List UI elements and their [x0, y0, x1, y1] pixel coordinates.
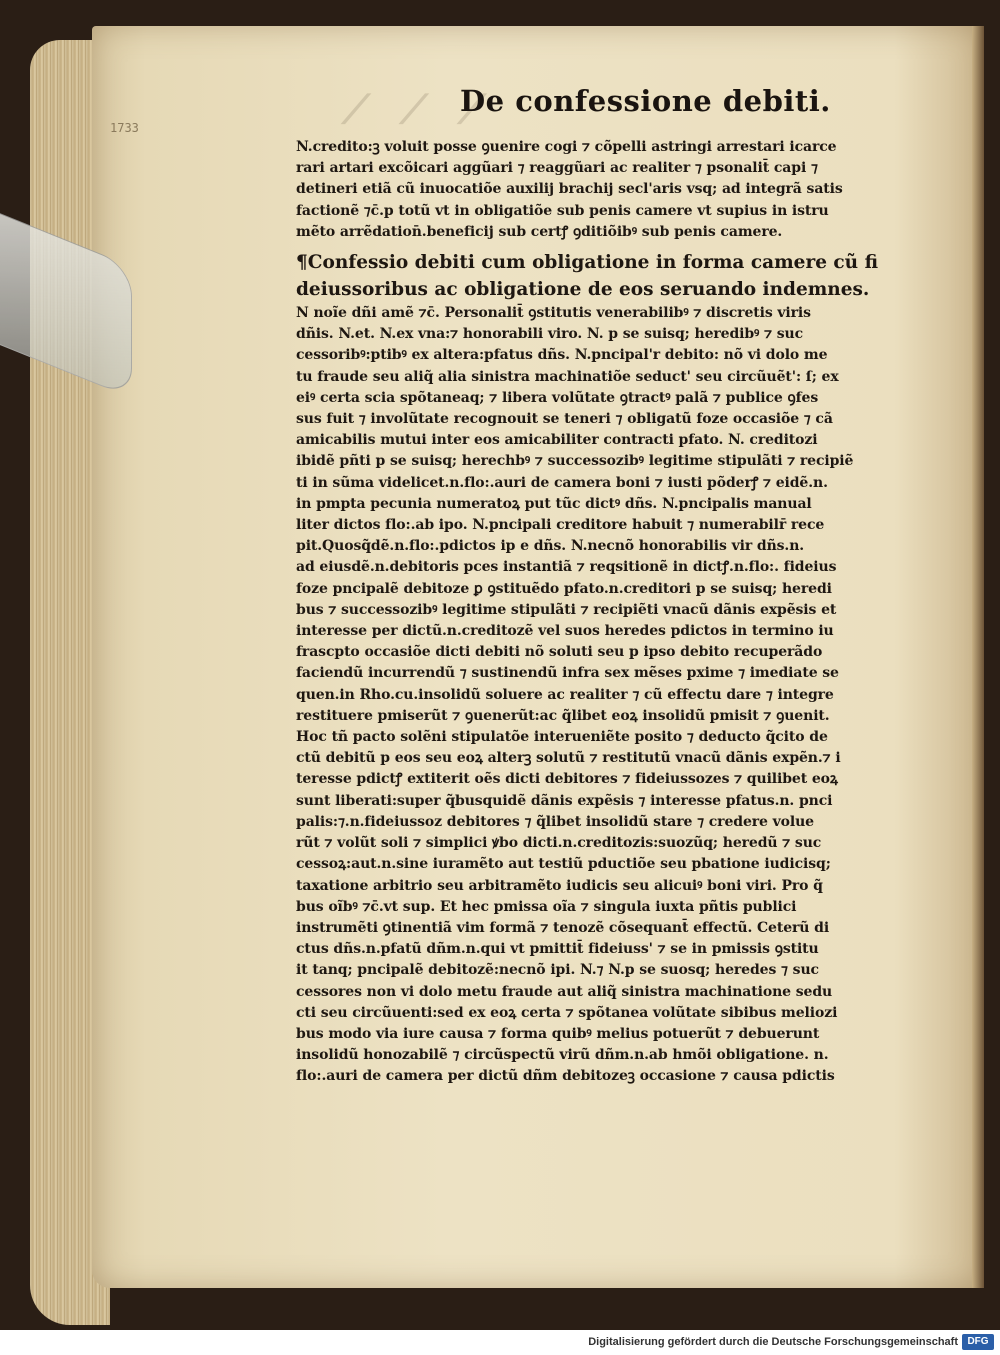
text-line: bus ⁊ successozibꝰ legitime stipulãti ⁊ recipiẽti vnacũ dãnis expẽsis et	[296, 601, 837, 618]
text-line: faciendũ incurrendũ ⁊ sustinendũ infra sex mẽses pxime ⁊ imediate se	[296, 665, 839, 682]
funding-credit: Digitalisierung gefördert durch die Deutsche Forschungsgemeinschaft	[588, 1336, 958, 1348]
text-line: Hoc tñ pacto solẽni stipulatõe interueniẽte posito ⁊ deducto q̃cito de	[296, 729, 828, 746]
main-text	[296, 137, 880, 1088]
text-line: frascpto occasiõe dicti debiti nõ soluti seu p ipso debito recuperãdo	[296, 644, 823, 661]
text-line: interesse per dictũ.n.creditozẽ vel suos heredes pdictos in termino iu	[296, 623, 834, 640]
text-line: dñis. N.et. N.ex vna:⁊ honorabili viro. N. p se suisq; heredibꝰ ⁊ suc	[296, 326, 804, 343]
text-line: taxatione arbitrio seu arbitramẽto iudicis seu alicuiꝰ boni viri. Pro q̃	[296, 877, 823, 894]
page-title: De confessione debiti.	[460, 84, 831, 118]
text-line: liter dictos flo:.ab ipo. N.pncipali creditore habuit ⁊ numerabilr̄ rece	[296, 517, 825, 534]
text-line: tu fraude seu aliq̃ alia sinistra machinatiõe seduct' seu circũuẽt': ſ; ex	[296, 368, 839, 385]
text-line: amicabilis mutui inter eos amicabiliter contracti pfato. N. creditozi	[296, 432, 818, 449]
text-line: cessoribꝰ:ptibꝰ ex altera:pfatus dñs. N.pncipal'r debito: nõ vi dolo me	[296, 347, 828, 364]
dfg-logo-icon: DFG	[962, 1334, 994, 1350]
text-line: foze pncipalẽ debitoze ꝑ ꝯstituẽdo pfato.n.creditori p se suisq; heredi	[296, 580, 832, 597]
text-line: bus oĩbꝰ ⁊c̄.vt sup. Et hec pmissa oĩa ⁊ singula iuxta pñtis publici	[296, 898, 797, 915]
text-line: sunt liberati:super q̃busquidẽ dãnis expẽsis ⁊ interesse pfatus.n. pnci	[296, 792, 833, 809]
text-line: factionẽ ⁊c̄.p totũ vt in obligatiõe sub penis camere vt supius in istru	[296, 202, 829, 219]
text-line: quen.in Rho.cu.insolidũ soluere ac realiter ⁊ cũ effectu dare ⁊ integre	[296, 686, 834, 703]
page-gutter	[972, 26, 984, 1288]
text-line: mẽto arrẽdation̄.beneficij sub certꝭ ꝯditiõibꝰ sub penis camere.	[296, 223, 783, 240]
text-line: restituere pmiserũt ⁊ ꝯuenerũt:ac q̃libet eoꝝ insolidũ pmisit ⁊ ꝯuenit.	[296, 707, 830, 724]
text-line: eiꝰ certa scia spõtaneaq; ⁊ libera volũtate ꝯtractꝰ palã ⁊ publice ꝯfes	[296, 389, 819, 406]
text-line: ad eiusdẽ.n.debitoris pces instantiã ⁊ reqsitionẽ in dictꝭ.n.flo:. fideius	[296, 559, 837, 576]
text-line: detineri etiã cũ inuocatiõe auxilij brachij secl'aris vsq; ad integrã satis	[296, 181, 843, 198]
section-heading-line: ¶Confessio debiti cum obligatione in forma camere cũ fi	[296, 252, 879, 274]
text-line: teresse pdictꝭ extiterit oẽs dicti debitores ⁊ fideiussozes ⁊ quilibet eoꝝ	[296, 771, 838, 788]
text-line: cessoꝝ:aut.n.sine iuramẽto aut testiũ pductiõe seu pbatione iudicisq;	[296, 856, 831, 873]
text-line: insolidũ honozabilẽ ⁊ circũspectũ virũ dñm.n.ab hmõi obligatione. n.	[296, 1047, 829, 1064]
text-line: pit.Quosq̃dẽ.n.flo:.pdictos ip e dñs. N.necnõ honorabilis vir dñs.n.	[296, 538, 805, 555]
text-line: N.credito:ꝫ voluit posse ꝯuenire cogi ⁊ cõpelli astringi arrestari icarce	[296, 139, 837, 155]
text-line: it tanq; pncipalẽ debitozẽ:necnõ ipi. N.⁊ N.p se suosq; heredes ⁊ suc	[296, 962, 819, 979]
footer-bar	[0, 1330, 1000, 1355]
text-line: instrumẽti ꝯtinentiã vim formã ⁊ tenozẽ cõsequant̄ effectũ. Ceterũ di	[296, 919, 830, 936]
text-line: palis:⁊.n.fideiussoz debitores ⁊ q̃libet insolidũ stare ⁊ credere volue	[296, 813, 814, 830]
margin-note: 1733	[110, 121, 139, 135]
text-line: N noĩe dñi amẽ ⁊c̄. Personalit̄ ꝯstitutis venerabilibꝰ ⁊ discretis viris	[296, 305, 811, 322]
text-line: bus modo via iure causa ⁊ forma quibꝰ melius potuerũt ⁊ debuerunt	[296, 1025, 820, 1042]
text-line: ctũ debitũ p eos seu eoꝝ alterꝫ solutũ ⁊ restitutũ vnacũ dãnis expẽn.⁊ i	[296, 750, 841, 767]
text-line: ibidẽ pñti p se suisq; herechbꝰ ⁊ successozibꝰ legitime stipulãti ⁊ recipiẽ	[296, 453, 854, 470]
bleed-through-shadow: ⟋ ⟋ ⟋	[342, 86, 494, 133]
text-line: sus fuit ⁊ involũtate recognouit se teneri ⁊ obligatũ foze occasiõe ⁊ cã	[296, 411, 833, 428]
text-line: flo:.auri de camera per dictũ dñm debitozeꝫ occasione ⁊ causa pdictis	[296, 1068, 835, 1085]
text-line: rũt ⁊ volũt soli ⁊ simplici ꝟbo dicti.n.creditozis:suozũq; heredũ ⁊ suc	[296, 835, 822, 852]
text-line: ctus dñs.n.pfatũ dñm.n.qui vt pmittit̄ fideiuss' ⁊ se in pmissis ꝯstitu	[296, 941, 819, 958]
text-line: cessores non vi dolo metu fraude aut aliq̃ sinistra machinatione sedu	[296, 983, 833, 1000]
text-line: rari artari excõicari aggũari ⁊ reaggũari ac realiter ⁊ psonalit̄ capi ⁊	[296, 160, 818, 177]
text-line: cti seu circũuenti:sed ex eoꝝ certa ⁊ spõtanea volũtate sibibus meliozi	[296, 1004, 838, 1021]
text-line: in pmpta pecunia numeratoꝝ put tũc dictꝰ dñs. N.pncipalis manual	[296, 495, 812, 512]
section-heading-line: deiussoribus ac obligatione de eos seruando indemnes.	[296, 279, 870, 301]
text-line: ti in sũma videlicet.n.flo:.auri de camera boni ⁊ iusti põderꝭ ⁊ eidẽ.n.	[296, 474, 828, 491]
